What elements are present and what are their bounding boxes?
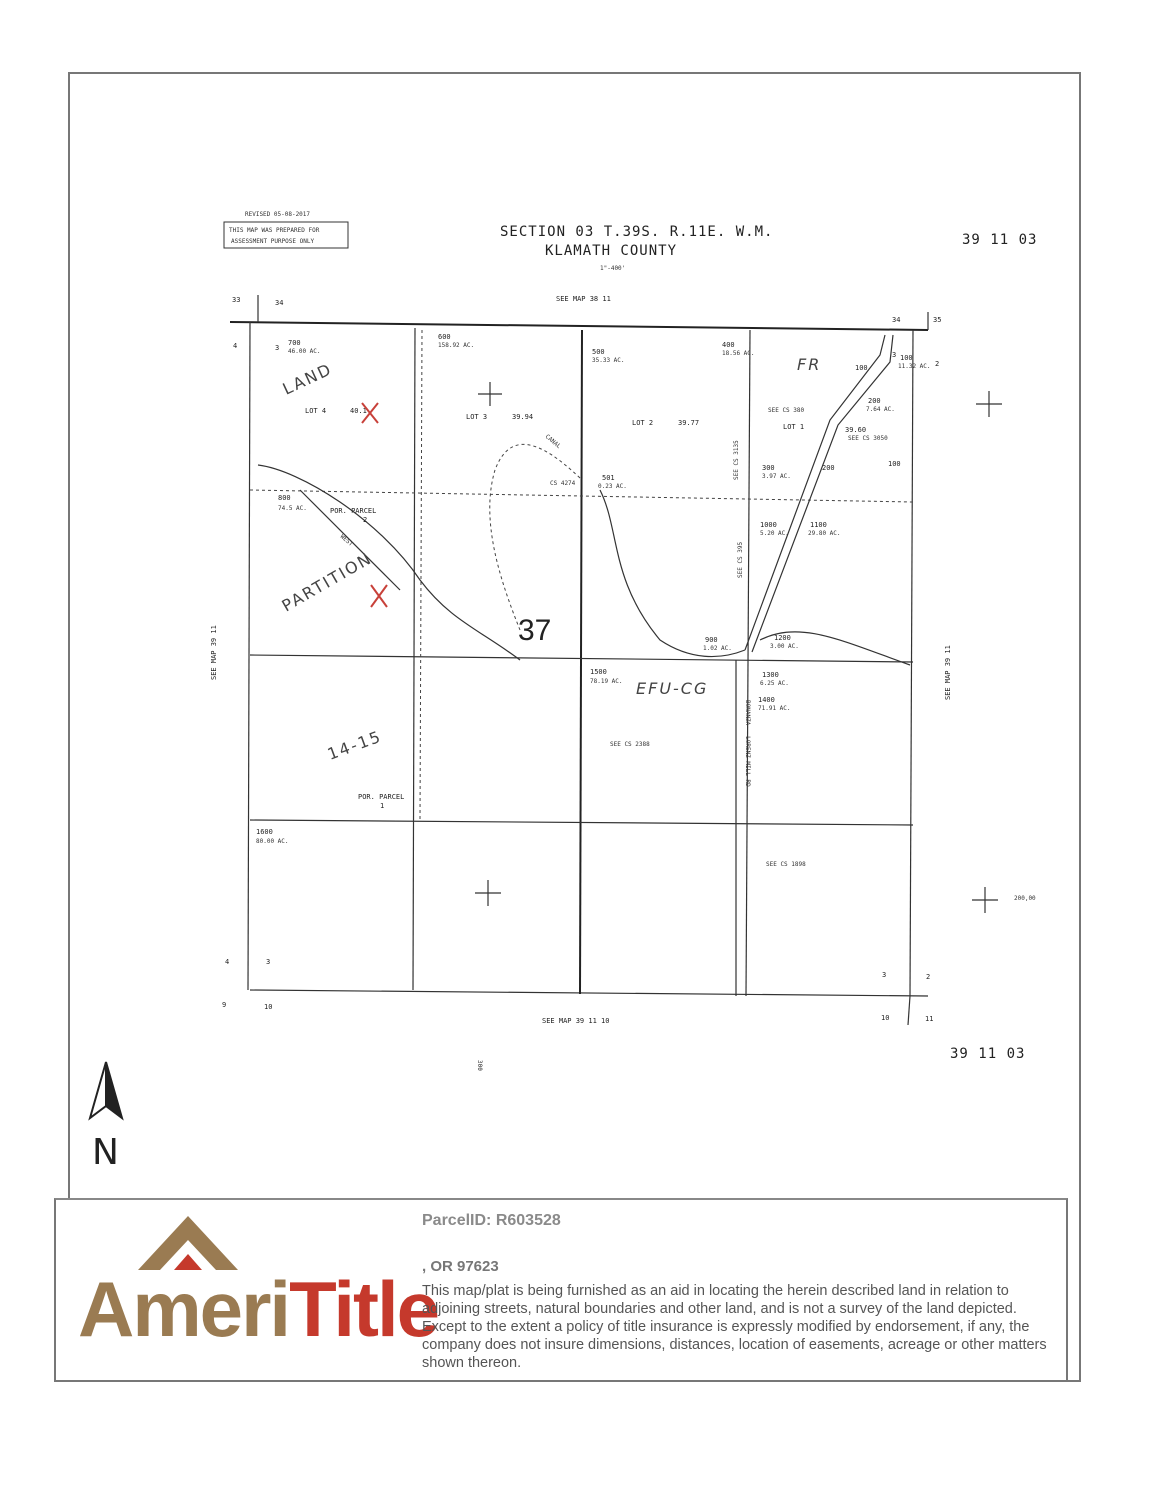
logo-wordmark-ameri: Ameri [78,1265,290,1353]
fr-zone-label: FR [797,355,822,374]
logo-wordmark [78,1264,438,1355]
see-map-bottom: SEE MAP 39 11 10 [542,1017,610,1025]
svg-text:6.25 AC.: 6.25 AC. [760,680,789,687]
svg-text:46.00 AC.: 46.00 AC. [288,348,321,355]
svg-text:1.02 AC.: 1.02 AC. [703,645,732,652]
svg-text:5.20 AC.: 5.20 AC. [760,530,789,537]
svg-text:18.56 AC.: 18.56 AC. [722,350,755,357]
svg-text:4: 4 [233,342,238,350]
revised-date: REVISED 05-08-2017 [245,211,311,218]
svg-text:1400: 1400 [758,696,775,704]
map-title-line1: SECTION 03 T.39S. R.11E. W.M. [500,224,774,240]
assessment-note-line2: ASSESSMENT PURPOSE ONLY [231,238,315,245]
parcel-address: , OR 97623 [422,1258,499,1275]
svg-text:501: 501 [602,474,615,482]
svg-text:LOT 1: LOT 1 [783,423,805,431]
zone-code-handwritten: 14-15 [324,726,385,764]
svg-text:200: 200 [868,397,881,405]
svg-text:LOT 4: LOT 4 [305,407,327,415]
svg-text:40.1: 40.1 [350,407,367,415]
svg-text:1000: 1000 [760,521,777,529]
canal-label: CANAL [543,433,563,451]
svg-text:700: 700 [288,339,301,347]
see-cs-3135-label: SEE CS 3135 [733,440,740,480]
side-distance-label: 200,00 [1014,895,1036,902]
see-cs-395-label: SEE CS 395 [737,541,744,578]
map-number-top: 39 11 03 [962,232,1038,248]
svg-text:500: 500 [592,348,605,356]
svg-text:34: 34 [892,316,901,324]
svg-text:29.80 AC.: 29.80 AC. [808,530,841,537]
see-cs-3050-label: SEE CS 3050 [848,435,888,442]
svg-text:1500: 1500 [590,668,607,676]
west-label: WEST [338,533,355,548]
por-parcel-1-number: 1 [380,802,385,810]
svg-text:10: 10 [264,1003,273,1011]
parcel-200-small: 200 [822,464,835,472]
svg-text:34: 34 [275,299,284,307]
svg-text:39.77: 39.77 [678,419,700,427]
north-letter: N [92,1132,119,1170]
svg-text:100: 100 [900,354,913,362]
svg-text:35.33 AC.: 35.33 AC. [592,357,625,364]
see-map-top: SEE MAP 38 11 [556,295,611,303]
svg-text:LOT 2: LOT 2 [632,419,654,427]
svg-text:2: 2 [926,973,931,981]
svg-text:3.00 AC.: 3.00 AC. [770,643,799,650]
svg-text:7.64 AC.: 7.64 AC. [866,406,895,413]
por-parcel-1-label: POR. PARCEL [358,793,405,801]
svg-text:3: 3 [266,958,271,966]
bottom-distance-label: 300 [476,1060,483,1071]
title-company-footer [54,1198,1068,1382]
north-arrow-icon [86,1060,136,1170]
svg-text:1600: 1600 [256,828,273,836]
svg-text:3: 3 [892,351,897,359]
por-parcel-2-number: 2 [363,516,368,524]
svg-text:39.94: 39.94 [512,413,534,421]
svg-text:9: 9 [222,1001,227,1009]
svg-text:1300: 1300 [762,671,779,679]
svg-text:33: 33 [232,296,241,304]
svg-text:0.23 AC.: 0.23 AC. [598,483,627,490]
svg-text:1200: 1200 [774,634,791,642]
svg-text:LOT 3: LOT 3 [466,413,488,421]
svg-text:39.60: 39.60 [845,426,867,434]
efu-cg-zone-label: EFU-CG [636,679,709,698]
map-scale: 1"-400' [600,265,626,272]
svg-text:71.91 AC.: 71.91 AC. [758,705,791,712]
svg-text:400: 400 [722,341,735,349]
see-cs-1898-label: SEE CS 1898 [766,861,806,868]
parcel-id: ParcelID: R603528 [422,1212,561,1229]
land-handwritten-label: LAND [279,359,336,399]
disclaimer-text: This map/plat is being furnished as an aid in locating the herein described land in relation to adjoining streets, natural boundaries and other land, and is not a survey of the land depicted. Except to the extent a policy of title insurance is expressly modified by endorsement, if any, the company does not insure dimensions, distances, location of easements, acreage or other matters shown thereon. [422,1283,1047,1371]
svg-text:3: 3 [275,344,280,352]
svg-text:600: 600 [438,333,451,341]
svg-text:3.97 AC.: 3.97 AC. [762,473,791,480]
svg-text:4: 4 [225,958,230,966]
assessment-note-line1: THIS MAP WAS PREPARED FOR [229,227,320,234]
partition-handwritten-label: PARTITION [278,548,376,616]
svg-text:35: 35 [933,316,942,324]
svg-text:900: 900 [705,636,718,644]
svg-text:800: 800 [278,494,291,502]
svg-text:80.00 AC.: 80.00 AC. [256,838,289,845]
map-title-line2: KLAMATH COUNTY [545,243,678,259]
parcel-100-small-b: 100 [888,460,901,468]
svg-text:1100: 1100 [810,521,827,529]
cs-4274-label: CS 4274 [550,480,576,487]
map-number-bottom: 39 11 03 [950,1046,1026,1062]
logo-wordmark-title: Title [289,1265,439,1353]
parcel-100-small-a: 100 [855,364,868,372]
svg-text:2: 2 [935,360,940,368]
see-map-right: SEE MAP 39 11 [944,645,952,700]
see-map-left: SEE MAP 39 11 [210,625,218,680]
svg-text:11.32 AC.: 11.32 AC. [898,363,931,370]
svg-text:158.92 AC.: 158.92 AC. [438,342,475,349]
svg-text:78.19 AC.: 78.19 AC. [590,678,623,685]
svg-text:74.5 AC.: 74.5 AC. [278,505,307,512]
svg-text:11: 11 [925,1015,934,1023]
map-area-number: 37 [518,614,552,647]
see-cs-2388-label: SEE CS 2388 [610,741,650,748]
svg-text:3: 3 [882,971,887,979]
por-parcel-2-label: POR. PARCEL [330,507,377,515]
bonanza-road-label: BONANZA - LORENZ MILL RD [744,700,751,787]
see-cs-380-label: SEE CS 380 [768,407,805,414]
svg-text:10: 10 [881,1014,890,1022]
red-x-marks [362,403,387,607]
svg-text:300: 300 [762,464,775,472]
